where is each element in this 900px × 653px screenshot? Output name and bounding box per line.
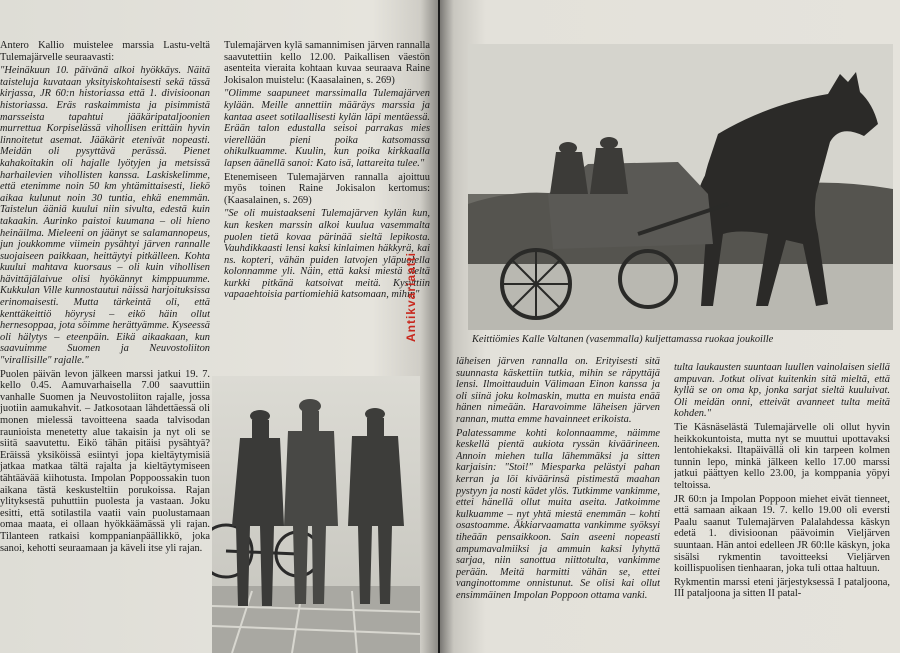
- antiquarian-stamp: Antikvariaatti: [404, 252, 418, 343]
- left-page: [0, 0, 438, 653]
- right-page-column-2: [674, 362, 890, 653]
- paragraph: "Olimme saapuneet marssimalla Tulemajärven kylään. Meille annettiin määräys marssia ja kantaa aseet sotilaallisesti kylän läpi mentäessä. Erään talon edustalla seisoi parrakas mies vierellään pieni poika katsomassa ohikulkuamme. Kuulin, kun poika kirkkaalla lapsen äänellä sanoi: Kato isä, lattareita tulee.": [224, 88, 430, 169]
- paragraph: "Se oli muistaakseni Tulemajärven kylän kun, kun kesken marssin alkoi kuulua vasemmalta puolen tietä kovaa pärinää sieltä lepikosta. Vauhdikkaasti lensi kaksi kinlaimen häkkyrä, kai ns. kopteri, vähän puiden latvojen yläpuolella kolonnamme yli. Näin, että kaksi miestä sieltä kurkki pitkänä katsoivat meitä. Kysyttiin vapaaehtoisia partiomiehiä katsomaan, mihin": [224, 208, 430, 301]
- paragraph: Palatessamme kohti kolonnaamme, näimme keskellä pientä aukiota ryssän kiväärineen. Annoin miehen tulla lähemmäksi ja sitten karjaisin: "Stoi!" Miesparka pelästyi pahan kerran ja löi kiväärinsä pistimestä maahan pystyyn ja nosti kädet ylös. Tutkimme vankimme, ettei hänellä ollut muita aseita. Jatkoimme kulkuamme – nyt yhtä miestä enemmän – kohti osastoamme. Äkkiarvaamatta vankimme syöksyi tiheään pensaikkoon. Sain aseeni nopeasti ampumavalmiiksi ja ammuin kaksi lyhyttä sarjaa, niin sanottua niittotulta, vankimme perään. Meitä harmitti vähän se, ettei vanginottomme onnistunut. Se olisi kai ollut ensimmäinen Impolan Poppoon ottama vanki.: [456, 427, 660, 601]
- paragraph: Puolen päivän levon jälkeen marssi jatkui 19. 7. kello 0.45. Aamuvarhaisella 7.00 saavuttiin vanhalle Suomen ja Neuvostoliiton rajalle, jossa juotiin aamukahvit. – Jatkosotaan lähdettäessä oli monen mielessä tavoitteena saada talvisodan raunioista menetetty alue takaisin ja nyt oli se siitä saavutettu. Eikö tähän pitäisi pysähtyä? Eräissä yksiköissä esiintyi jopa kieltäytymisiä jatkaa matkaa tältä rajalta ja kieltäytymiseen tähtäävää kiihotusta. Impolan Poppoossakin tuon aikana tästä keskusteltiin porukoissa. Rajan ylityksestä puhuttiin puolesta ja vastaan. Joku esitti, että sotilastila vaatii vain puolustamaan omaa maata, ei ollaan hyökkäämässä yli rajan. Tilanteen ratkaisi komppanianpäällikkö, joka sanoi, kehotti seuraamaan ja käveli itse yli rajan.: [0, 368, 210, 554]
- paragraph: "Heinäkuun 10. päivänä alkoi hyökkäys. Näitä taisteluja kuvataan yksityiskohtaisesti sekä tässä kirjassa, JR 60:n historiassa että 1. divisioonan historiassa. Eräs raskaimmista ja pisimmistä marsseista tapahtui jääkäripataljoonien murrettua Korpiselässä vihollisen erittäin hyvin linnoitetut asemat. Jääkärit etenivät nopeasti. Meidän oli pysyttävä perässä. Pienet kahakoitakin oli hajalle lyötyjen ja metsissä harhailevien vihollisten kanssa. Laskiskelimme, että etenimme noin 50 km yhtämittaisesti, liekö aikaa kulunut noin 30 tuntia, ehkä enemmän. Taistelun ääniä kuului niin sivulta, edestä kuin takaakin. Aurinko paistoi kuumana – oli hieno heinäilma. Mieleeni on jäänyt se salamannopeus, jun joukkomme viimein pysähtyi järven rannalle suojaiseen paikkaan, heittäytyi pitkälleen. Kohta kuului mahtava kuorsaus – oli kuin vihollisen hävittäjälaivue olisi hyökännyt kimppuumme. Kukkulan Ville kunnostautui näissä harjoituksissa erinomaisesti. Mutta tärkeintä oli, että kenttäkeittiö höyrysi – eikö häin ollut hernesoppaa, jota söimme herättyämme. Kyseessä oli hälytys – eteenpäin. Eikä aikaakaan, kun saavuimme Suomen ja Neuvostoliiton "virallisille" rajalle.": [0, 65, 210, 367]
- paragraph: Etenemiseen Tulemajärven rannalla ajoittuu myös toinen Raine Jokisalon kertomus: (Kaasalainen, s. 269): [224, 171, 430, 206]
- left-page-column-1: [0, 40, 210, 653]
- right-page: [440, 0, 900, 653]
- paragraph: Tulemajärven kylä samannimisen järven rannalla saavutettiin kello 12.00. Paikallisen väestön asenteita vieraita kohtaan kuvaa seuraava Raine Jokisalon muistelu: (Kaasalainen, s. 269): [224, 40, 430, 86]
- paragraph: Tie Käsnäselästä Tulemajärvelle oli ollut hyvin heikkokuntoista, mutta nyt se muuttui upottavaksi lentohiekaksi. Iltapäivällä oli kin tarpeen kolmen tunnin lepo, minkä jälkeen kello 17.00 marssi jatkui päättyen kello 23.00, ja komppania yöpyi teltoissa.: [674, 421, 890, 491]
- paragraph: Antero Kallio muistelee marssia Lastu-veltä Tulemajärvelle seuraavasti:: [0, 40, 210, 63]
- horse-cart-photo: [468, 44, 893, 330]
- soldiers-photo-image: [212, 376, 420, 653]
- soldiers-photo: [212, 376, 420, 653]
- paragraph: läheisen järven rannalla on. Erityisesti sitä suunnasta käskettiin tutkia, mihin se räpyttäjä lensi. Ilmoittauduin Välimaan Einon kanssa ja oli siinä joku kolmaskin, mutta en muista enää hänen nimeään. Haravoimme läheisen järven rannan, mutta emme havainneet erikoista.: [456, 356, 660, 425]
- paragraph: tulta laukausten suuntaan luullen vainolaisen siellä ampuvan. Jotkut olivat kuitenkin sitä mieltä, että kyllä se on oma kp, jonka sarjat sieltä kuuluivat. Oli meidän onni, etteivät avanneet tulta meitä kohden.": [674, 362, 890, 420]
- left-page-column-2: [224, 40, 430, 370]
- paragraph: Rykmentin marssi eteni järjestyksessä I pataljoona, III pataljoona ja sitten II patal-: [674, 576, 890, 600]
- paragraph: JR 60:n ja Impolan Poppoon miehet eivät tienneet, että samaan aikaan 19. 7. kello 19.00 oli eversti Paalu saanut Tulemajärven Palalahdessa käskyn edetä 1. divisioonan päävoimin Vieljärven suuntaan. Hän antoi edelleen JR 60:lle käskyn, joka sisälsi rykmentin tavoitteeksi Vieljärven koillispuolisen tienhaaran, joka tuli ottaa haltuun.: [674, 493, 890, 575]
- photo-caption: Keittiömies Kalle Valtanen (vasemmalla) kuljettamassa ruokaa joukoille: [472, 334, 774, 345]
- horse-cart-photo-image: [468, 44, 893, 330]
- right-page-column-1: [456, 356, 660, 653]
